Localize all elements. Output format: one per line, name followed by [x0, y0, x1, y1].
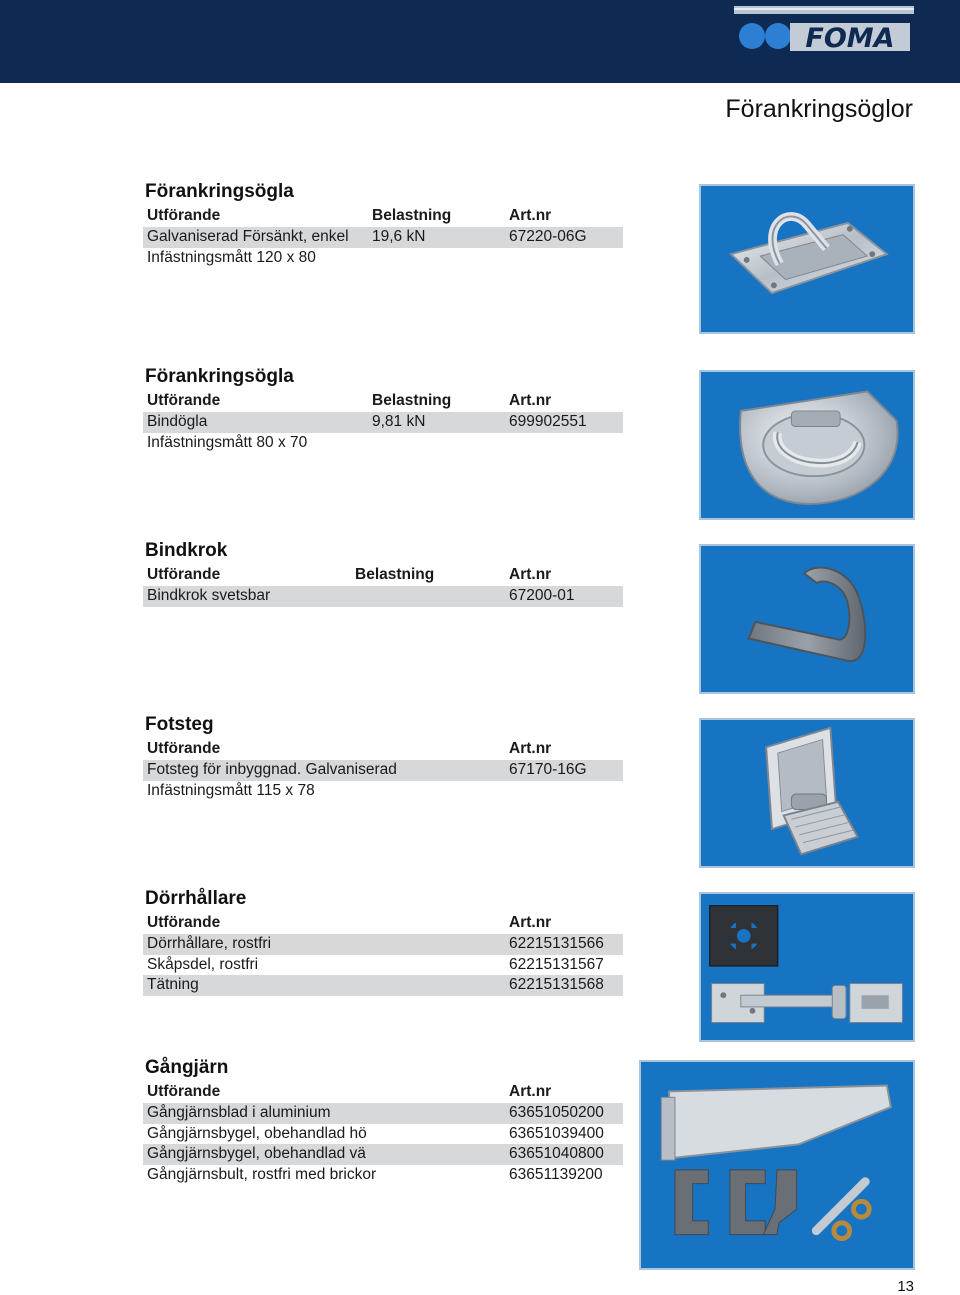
table-header: Utförande Art.nr: [147, 1083, 552, 1100]
table-header: Utförande Belastning Art.nr: [147, 392, 552, 409]
section-title: Förankringsögla: [145, 181, 294, 202]
section-title: Bindkrok: [145, 540, 228, 561]
table-row: Bindkrok svetsbar 67200-01: [143, 586, 623, 607]
section-title: Förankringsögla: [145, 366, 294, 387]
table-row: Infästningsmått 120 x 80: [147, 248, 316, 266]
section-fotsteg: [143, 711, 623, 801]
lashing-hook-icon: [701, 546, 913, 692]
svg-text:FOMA: FOMA: [805, 23, 895, 54]
section-forankringsogla-1: [143, 178, 623, 268]
section-dorrhallare: [143, 885, 623, 996]
table-row: Gångjärnsbygel, obehandlad vä 63651040800: [143, 1144, 623, 1165]
page-number: 13: [897, 1278, 914, 1295]
col-utforande-header: Utförande: [147, 207, 221, 224]
photo-lashing-hook: [699, 544, 915, 694]
table-row: Tätning 62215131568: [143, 975, 623, 996]
table-row: Infästningsmått 115 x 78: [147, 781, 315, 799]
table-row: Skåpsdel, rostfri 62215131567: [147, 955, 604, 973]
section-forankringsogla-2: [143, 363, 623, 453]
photo-door-holder: [699, 892, 915, 1042]
door-holder-icon: [701, 894, 913, 1040]
section-bindkrok: [143, 537, 623, 607]
photo-hinge: [639, 1060, 915, 1270]
col-artnr-header: Art.nr: [509, 207, 552, 224]
section-title: Fotsteg: [145, 714, 214, 735]
page-title: Förankringsöglor: [725, 95, 913, 123]
table-row: Dörrhållare, rostfri 62215131566: [143, 934, 623, 955]
table-header: Utförande Art.nr: [147, 740, 552, 757]
section-title: Gångjärn: [145, 1057, 229, 1078]
photo-foot-step: [699, 718, 915, 868]
table-header: Utförande Belastning Art.nr: [147, 566, 552, 583]
photo-lashing-ring: [699, 370, 915, 520]
section-title: Dörrhållare: [145, 888, 247, 909]
table-row: Infästningsmått 80 x 70: [147, 433, 308, 451]
lashing-ring-icon: [701, 372, 913, 518]
table-row: Gångjärnsbult, rostfri med brickor 63651139200: [147, 1166, 603, 1184]
lashing-ring-recessed-icon: [701, 186, 913, 332]
col-belastning-header: Belastning: [372, 207, 452, 224]
table-row: Gångjärnsbygel, obehandlad hö 63651039400: [147, 1124, 604, 1142]
photo-recessed-lashing-ring: [699, 184, 915, 334]
table-row: Galvaniserad Försänkt, enkel 19,6 kN 67220-06G: [143, 227, 623, 248]
table-header: [143, 206, 623, 227]
table-row: Fotsteg för inbyggnad. Galvaniserad 67170-16G: [143, 760, 623, 781]
foma-logo: [732, 6, 916, 54]
section-gangjarn: [143, 1054, 623, 1186]
foot-step-icon: [701, 720, 913, 866]
table-row: Gångjärnsblad i aluminium 63651050200: [143, 1103, 623, 1124]
hinge-icon: [641, 1062, 913, 1268]
table-header: Utförande Art.nr: [147, 914, 552, 931]
table-row: Bindögla 9,81 kN 699902551: [143, 412, 623, 433]
